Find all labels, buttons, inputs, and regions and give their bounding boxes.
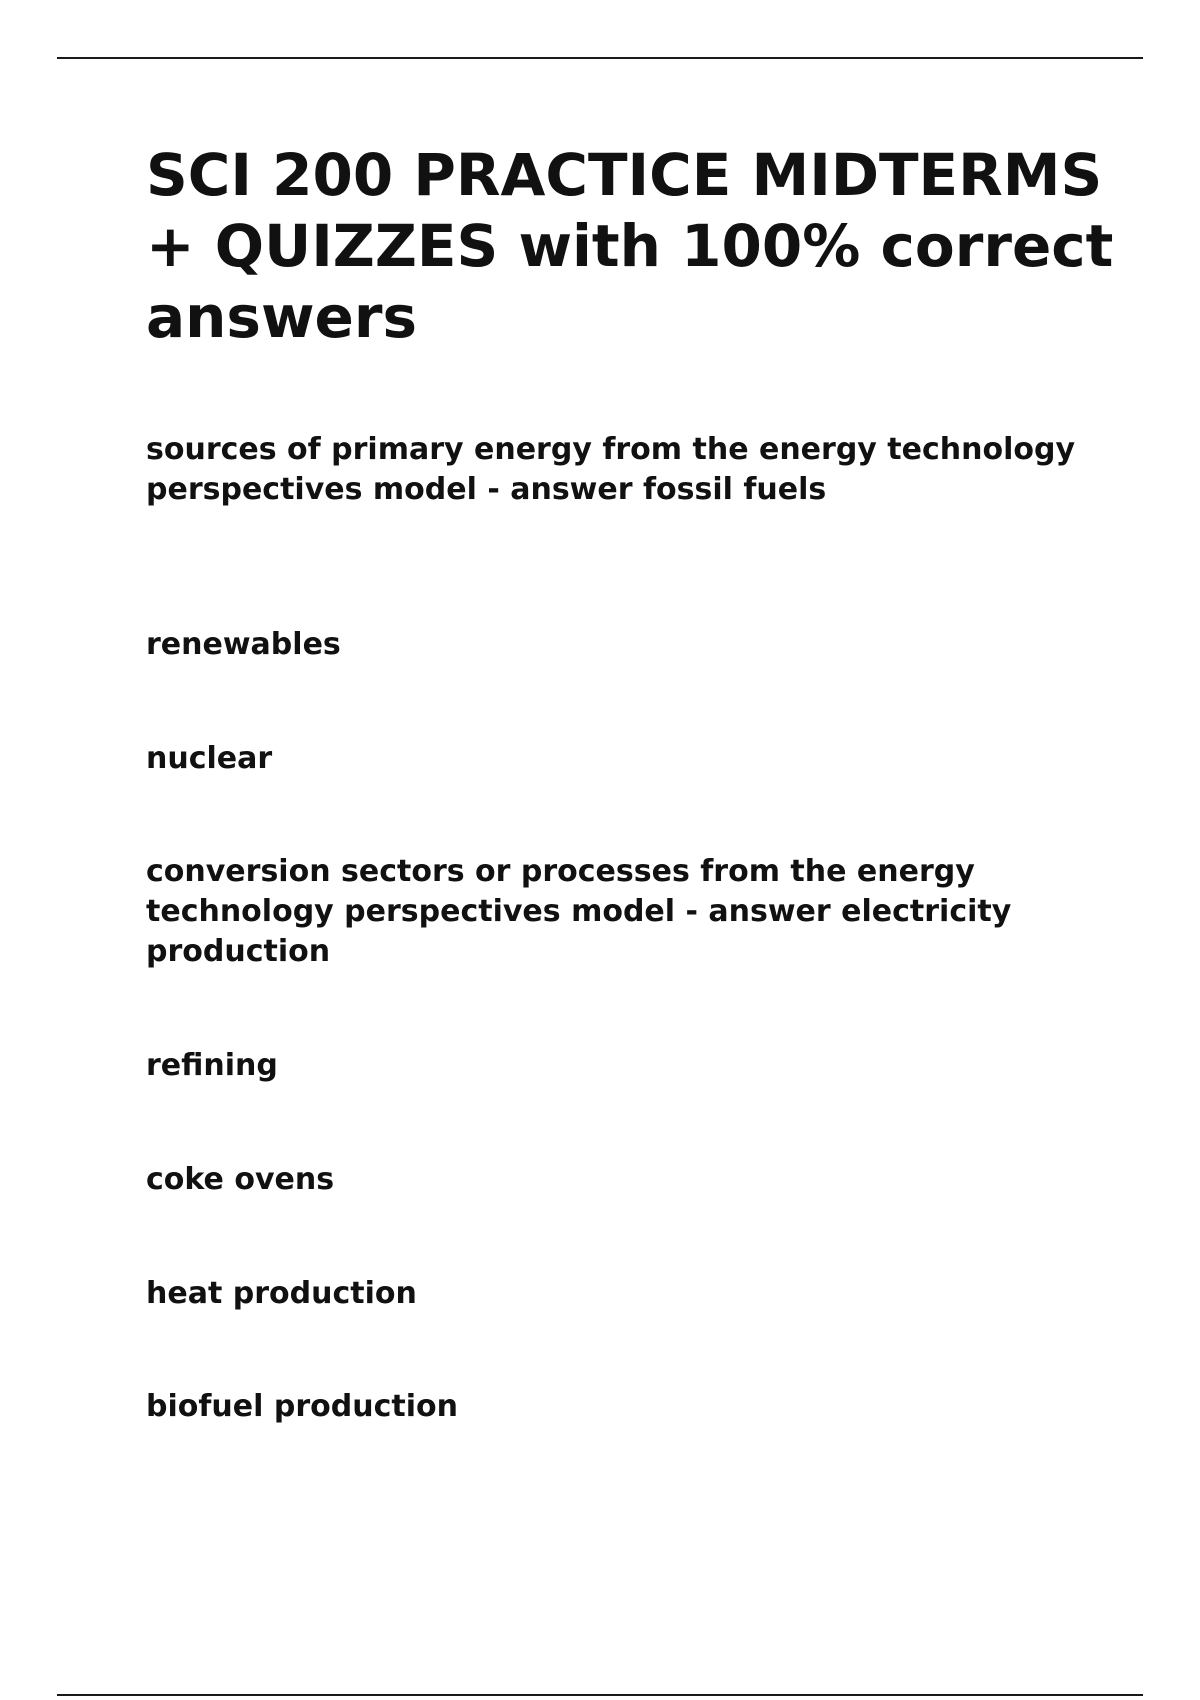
list-item: coke ovens (146, 1162, 335, 1197)
list-item: refining (146, 1048, 278, 1083)
page-title: SCI 200 PRACTICE MIDTERMS + QUIZZES with 100% correct answers (146, 141, 1114, 351)
list-item: heat production (146, 1276, 417, 1311)
list-item: conversion sectors or processes from the energy technology perspectives model - answer electricity production (146, 854, 1012, 969)
top-rule (57, 57, 1143, 59)
list-item: sources of primary energy from the energy technology perspectives model - answer fossil fuels (146, 432, 1076, 507)
list-item: nuclear (146, 741, 273, 776)
bottom-rule (57, 1694, 1143, 1696)
list-item: biofuel production (146, 1389, 458, 1424)
list-item: renewables (146, 627, 341, 662)
